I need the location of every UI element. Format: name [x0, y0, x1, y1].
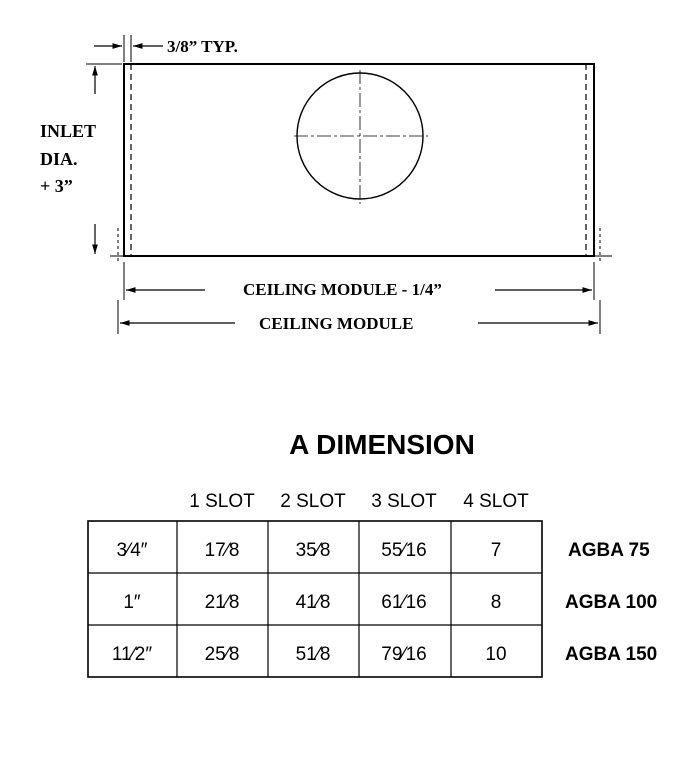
table-headers — [189, 491, 529, 512]
cell-3-slot: 55⁄16 — [381, 540, 427, 561]
header-4-slot: 4 SLOT — [463, 491, 529, 512]
cell-a-dimension: 3⁄4″ — [116, 540, 148, 561]
ceiling-module-minus-label: CEILING MODULE - 1/4” — [243, 280, 442, 299]
panel-outline — [110, 64, 612, 262]
inlet-dimension — [86, 64, 122, 254]
ceiling-module-label: CEILING MODULE — [259, 314, 414, 333]
cell-1-slot: 17⁄8 — [204, 540, 240, 561]
cell-3-slot: 79⁄16 — [381, 644, 427, 665]
model-label: AGBA 150 — [565, 644, 658, 665]
cell-3-slot: 61⁄16 — [381, 592, 427, 613]
typ-label: 3/8” TYP. — [167, 37, 238, 56]
cell-a-dimension: 1″ — [123, 592, 141, 613]
table-row-agba-100 — [123, 592, 657, 613]
cell-1-slot: 25⁄8 — [204, 644, 240, 665]
header-2-slot: 2 SLOT — [280, 491, 346, 512]
table-title: A DIMENSION — [289, 429, 475, 460]
table-row-agba-150 — [112, 644, 657, 665]
inlet-label-line3: + 3” — [40, 176, 73, 196]
cell-2-slot: 41⁄8 — [295, 592, 331, 613]
inlet-circle — [294, 70, 428, 204]
cell-a-dimension: 11⁄2″ — [111, 644, 153, 665]
cell-4-slot: 7 — [490, 540, 502, 561]
cell-1-slot: 21⁄8 — [204, 592, 240, 613]
inlet-label-line1: INLET — [40, 121, 97, 141]
model-label: AGBA 75 — [568, 540, 650, 561]
cell-4-slot: 10 — [485, 644, 507, 665]
header-1-slot: 1 SLOT — [189, 491, 255, 512]
cell-4-slot: 8 — [490, 592, 502, 613]
model-label: AGBA 100 — [565, 592, 658, 613]
cell-2-slot: 51⁄8 — [295, 644, 331, 665]
inlet-label-line2: DIA. — [40, 149, 78, 169]
header-3-slot: 3 SLOT — [371, 491, 437, 512]
typ-dimension — [94, 35, 163, 62]
table-row-agba-75 — [116, 540, 650, 561]
cell-2-slot: 35⁄8 — [295, 540, 331, 561]
